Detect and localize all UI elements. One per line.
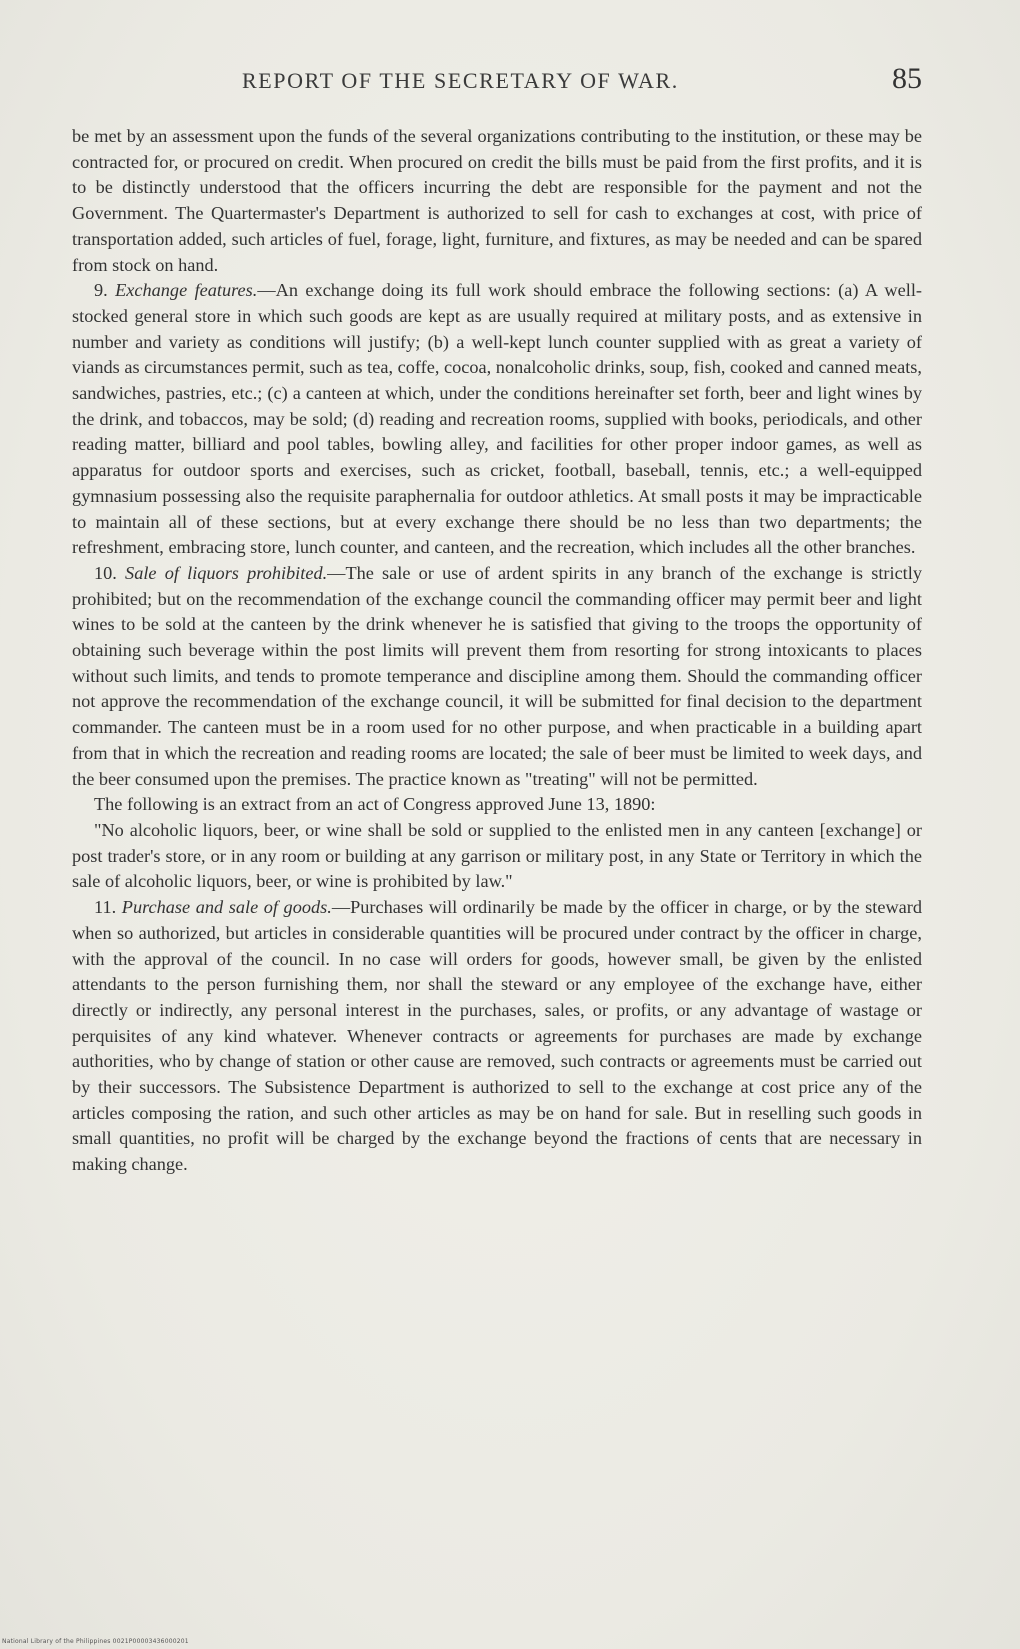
running-head: REPORT OF THE SECRETARY OF WAR. xyxy=(242,68,679,93)
scan-footer-note: National Library of the Philippines 0021P00003436000201 xyxy=(2,1638,189,1645)
paragraph-continuation: be met by an assessment upon the funds of the several organizations contributing to the institution, or these may be contracted for, or procured on credit. When procured on credit the bills must be paid from the first profits, and it is to be distinctly understood that the officers incurring the debt are responsible for the payment and not the Government. The Quartermaster's Department is authorized to sell for cash to exchanges at cost, with price of transportation added, such articles of fuel, forage, light, furniture, and fixtures, as may be needed and can be spared from stock on hand. xyxy=(72,126,922,275)
section-9-number: 9. xyxy=(94,280,108,301)
body-text xyxy=(72,124,922,1178)
section-10-paragraph xyxy=(72,561,922,792)
section-9-paragraph xyxy=(72,278,922,561)
page-header xyxy=(72,62,922,106)
section-11-text: —Purchases will ordinarily be made by the officer in charge, or by the steward when so authorized, but articles in considerable quantities will be procured under contract by the officer in charge, with the approval of the council. In no case will orders for goods, however small, be given by the enlisted attendants to the person furnishing them, nor shall the steward or any employee of the exchange have, either directly or indirectly, any personal interest in the purchases, sales, or profits, or any advantage of wastage or perquisites of any kind whatever. Whenever contracts or agreements for purchases are made by exchange authorities, who by change of station or other cause are removed, such contracts or agreements must be carried out by their successors. The Subsistence Department is authorized to sell to the exchange at cost price any of the articles composing the ration, and such other articles as may be on hand for sale. But in reselling such goods in small quantities, no profit will be charged by the exchange beyond the fractions of cents that are necessary in making change. xyxy=(72,897,922,1175)
extract-intro: The following is an extract from an act of Congress approved June 13, 1890: xyxy=(94,794,656,815)
section-11-heading: Purchase and sale of goods. xyxy=(121,897,332,918)
extract-quote: "No alcoholic liquors, beer, or wine shall be sold or supplied to the enlisted men in any canteen [exchange] or post trader's store, or in any room or building at any garrison or military post, in any State or Territory in which the sale of alcoholic liquors, beer, or wine is prohibited by law." xyxy=(72,819,922,892)
section-10-heading: Sale of liquors prohibited. xyxy=(125,562,328,583)
page-number: 85 xyxy=(892,62,922,95)
section-11-paragraph xyxy=(72,895,922,1178)
section-9-text: —An exchange doing its full work should embrace the following sections: (a) A well-stocked general store in which such goods are kept as are usually required at military posts, and as extensive in number and variety as conditions will justify; (b) a well-kept lunch counter supplied with as great a variety of viands as circumstances permit, such as tea, coffe, cocoa, nonalcoholic drinks, soup, fish, cooked and canned meats, sandwiches, pastries, etc.; (c) a canteen at which, under the conditions hereinafter set forth, beer and light wines by the drink, and tobaccos, may be sold; (d) reading and recreation rooms, supplied with books, periodicals, and other reading matter, billiard and pool tables, bowling alley, and facilities for other proper indoor games, as well as apparatus for outdoor sports and exercises, such as cricket, football, baseball, tennis, etc.; a well-equipped gymnasium possessing also the requisite paraphernalia for outdoor athletics. At small posts it may be impracticable to maintain all of these sections, but at every exchange there should be no less than two departments; the refreshment, embracing store, lunch counter, and canteen, and the recreation, which includes all the other branches. xyxy=(72,280,922,558)
section-10-text: —The sale or use of ardent spirits in any branch of the exchange is strictly prohibited; but on the recommendation of the exchange council the commanding officer may permit beer and light wines to be sold at the canteen by the drink whenever he is satisfied that giving to the troops the opportunity of obtaining such beverage within the post limits will prevent them from resorting for strong intoxicants to places without such limits, and tends to promote temperance and discipline among them. Should the commanding officer not approve the recommendation of the exchange council, it will be submitted for final decision to the department commander. The canteen must be in a room used for no other purpose, and when practicable in a building apart from that in which the recreation and reading rooms are located; the sale of beer must be limited to week days, and the beer consumed upon the premises. The practice known as "treating" will not be permitted. xyxy=(72,562,922,789)
section-11-number: 11. xyxy=(94,897,117,918)
section-9-heading: Exchange features. xyxy=(115,280,258,301)
section-10-number: 10. xyxy=(94,562,117,583)
